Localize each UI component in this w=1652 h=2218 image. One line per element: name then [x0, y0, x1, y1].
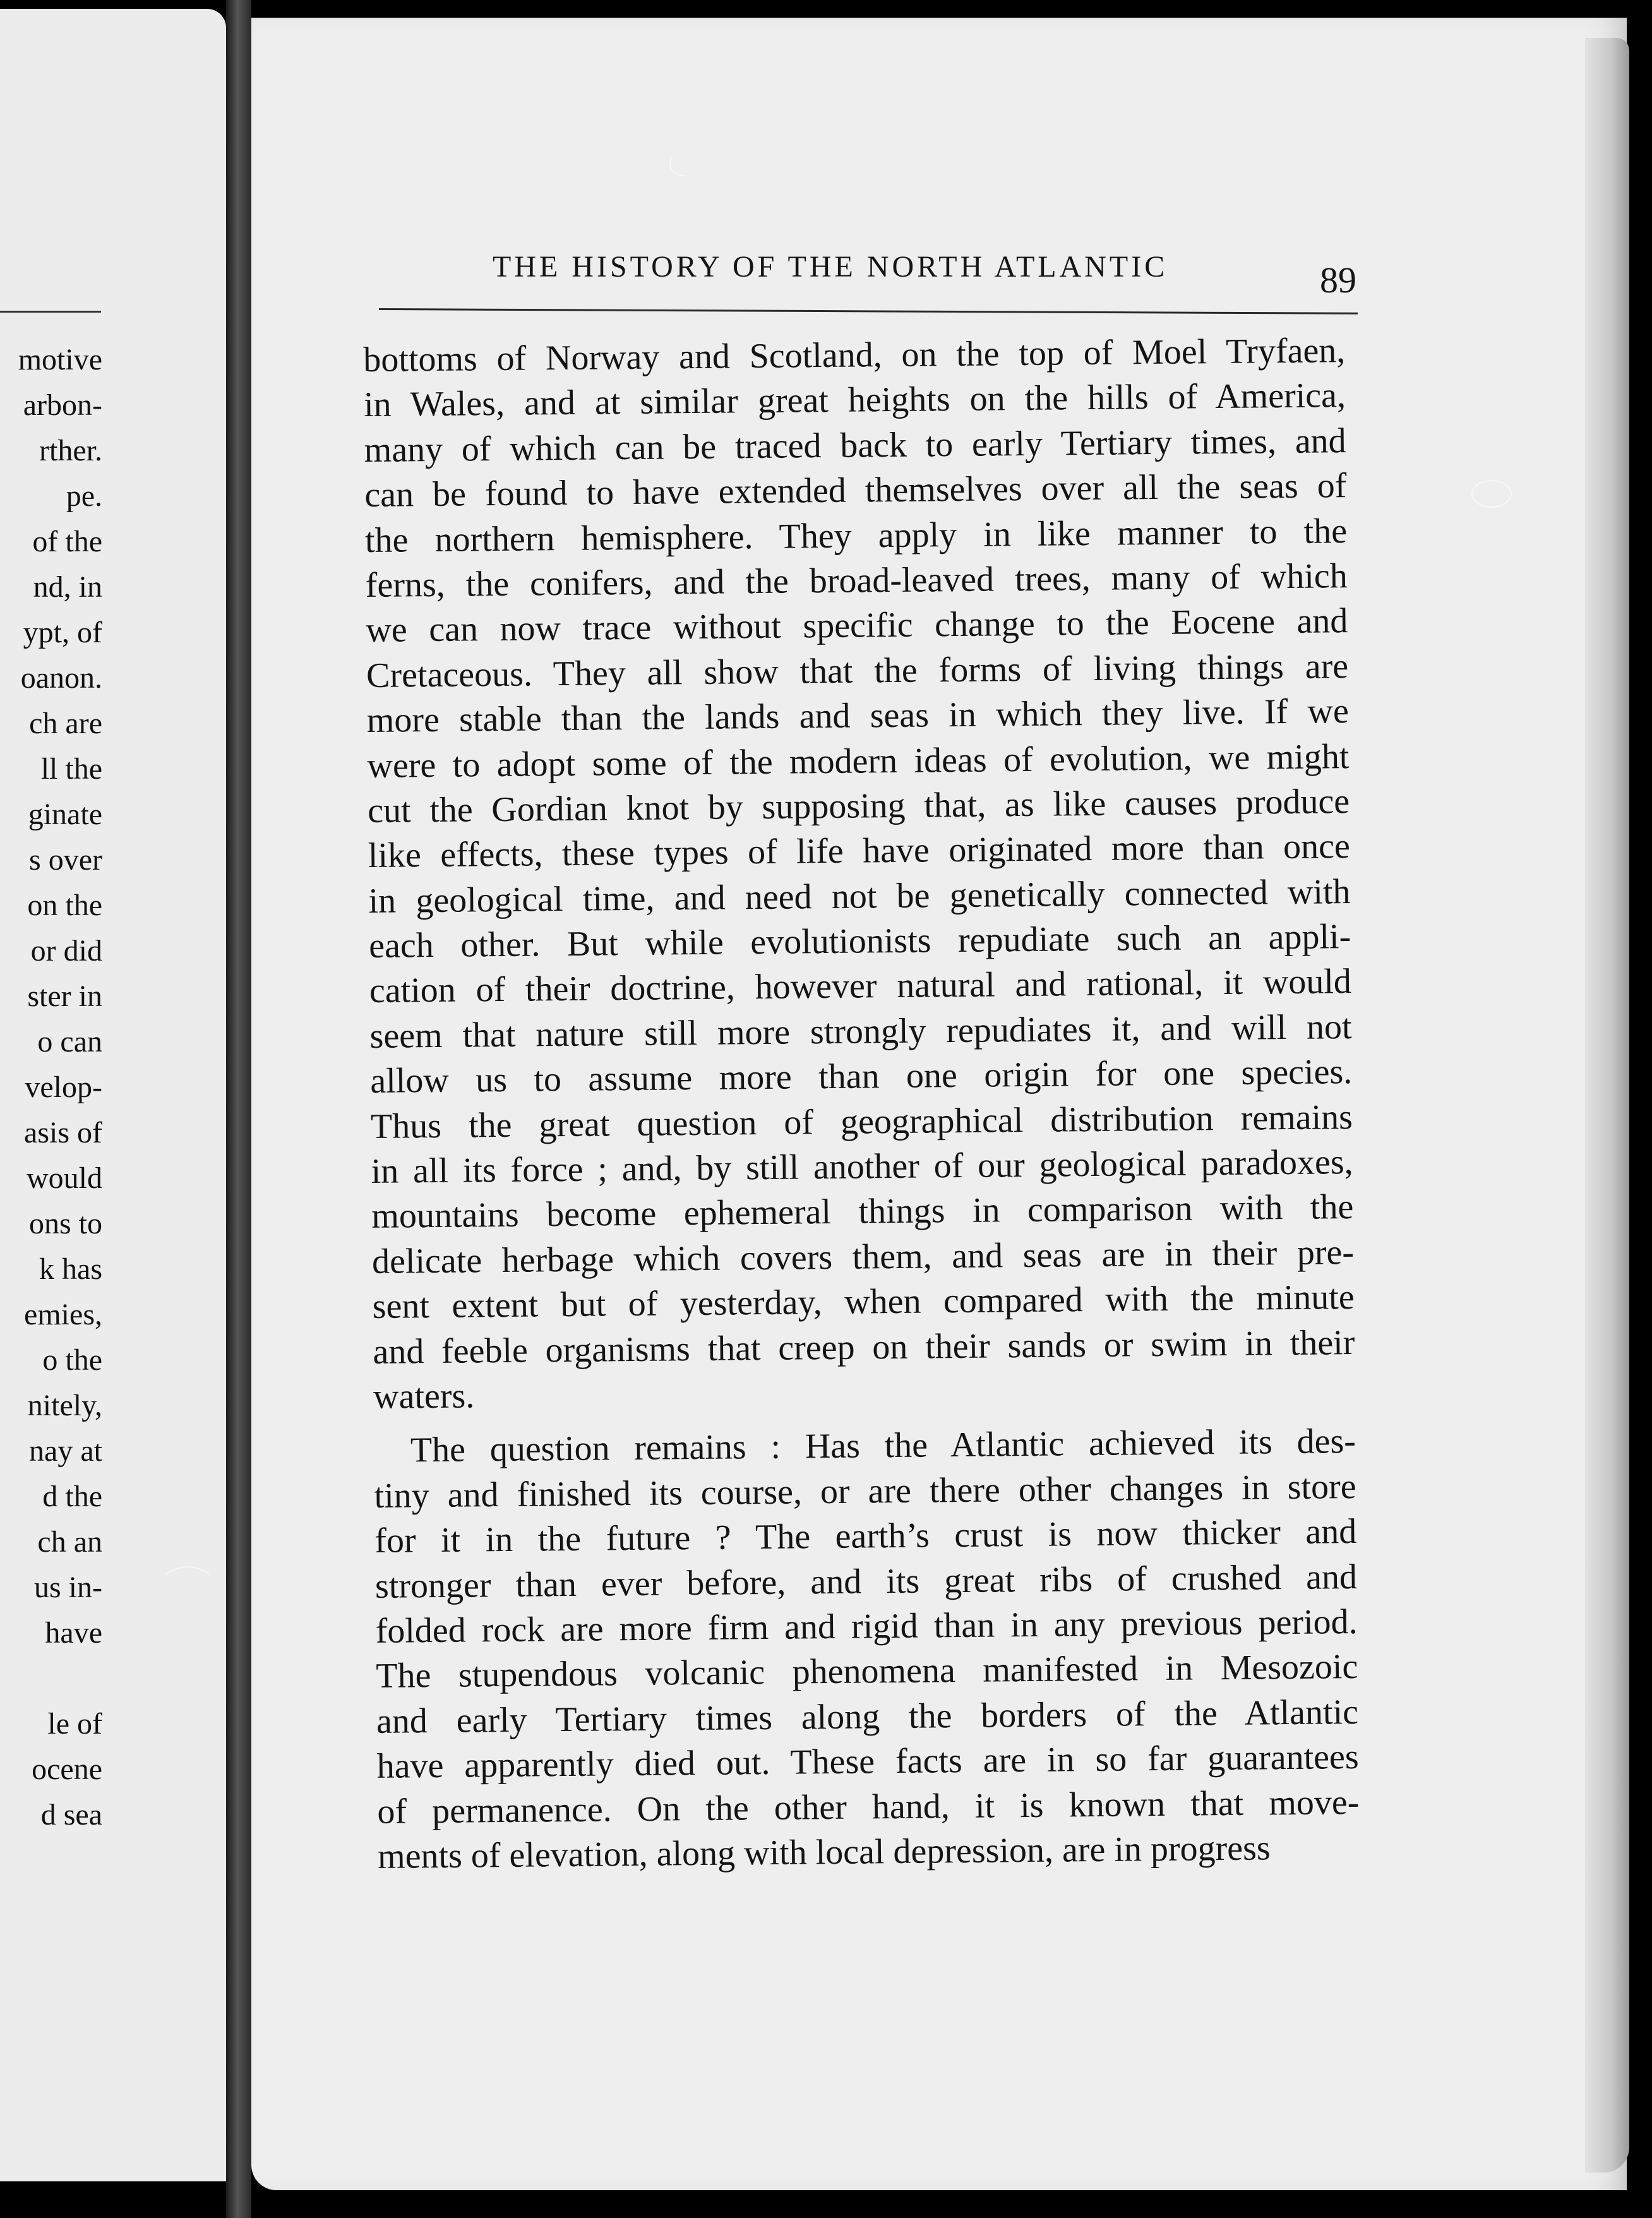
left-page-line: [0, 1747, 226, 1792]
left-page-line-text: nd, in: [33, 570, 102, 604]
text-line: of permanence. On the other hand, it is known that move-: [377, 1782, 1360, 1831]
left-page-text-fragments: [0, 337, 226, 1838]
text-line: the northern hemisphere. They apply in like manner to the: [364, 511, 1348, 560]
left-page-line: [0, 1338, 226, 1383]
left-page-line-text: us in-: [34, 1571, 102, 1604]
book-gutter: [226, 0, 251, 2218]
text-line: were to adopt some of the modern ideas of evolution, we might: [367, 736, 1350, 786]
left-page-rule: [0, 311, 101, 313]
left-page-line-text: d the: [42, 1480, 102, 1513]
left-page-line: [0, 928, 226, 974]
left-page-line-text: or did: [30, 934, 102, 968]
left-page-line-text: ginate: [28, 798, 102, 831]
left-page-line-text: rther.: [39, 434, 102, 467]
left-page-line-text: le of: [47, 1707, 102, 1741]
text-line: like effects, these types of life have originated more than once: [368, 827, 1351, 876]
paragraph-1: [363, 328, 1355, 1420]
left-page-line-text: velop-: [25, 1070, 102, 1104]
text-line: and early Tertiary times along the borders of the Atlantic: [376, 1692, 1359, 1741]
text-line: many of which can be traced back to early Tertiary times, and: [364, 421, 1346, 470]
left-page-line: [0, 1201, 226, 1247]
left-page-line: [0, 383, 226, 428]
text-line: mountains become ephemeral things in comparison with the: [371, 1187, 1354, 1237]
paragraph-2: [374, 1419, 1360, 1879]
left-page-line: [0, 746, 226, 792]
left-page-line: [0, 1292, 226, 1338]
text-line: sent extent but of yesterday, when compared with the minute: [372, 1278, 1355, 1327]
text-line: folded rock are more firm and rigid than in any previous period.: [375, 1602, 1358, 1651]
left-page-line-text: ypt, of: [23, 616, 102, 649]
page-number: 89: [1320, 260, 1356, 301]
left-page-line: [0, 1110, 226, 1156]
scan-mark: [1471, 480, 1512, 508]
text-line: each other. But while evolutionists repudiate such an appli-: [368, 917, 1351, 966]
text-line: delicate herbage which covers them, and seas are in their pre-: [371, 1232, 1355, 1281]
left-page-line: [0, 1610, 226, 1656]
left-page-line-text: ocene: [32, 1753, 102, 1786]
left-page-line-text: o can: [37, 1025, 102, 1058]
left-page-line-text: nitely,: [27, 1389, 102, 1422]
left-page-line-text: motive: [18, 343, 102, 376]
left-page-line: [0, 1429, 226, 1474]
text-line: bottoms of Norway and Scotland, on the top of Moel Tryfaen,: [363, 331, 1346, 380]
text-line: have apparently died out. These facts are in so far guarantees: [376, 1737, 1359, 1787]
text-line: The question remains : Has the Atlantic achieved its des-: [410, 1422, 1356, 1470]
left-page-line: [0, 1156, 226, 1201]
text-line: stronger than ever before, and its great ribs of crushed and: [374, 1557, 1358, 1606]
left-page-line: [0, 565, 226, 610]
left-page-line-text: nay at: [29, 1434, 102, 1468]
text-line: for it in the future ? The earth’s crust is now thicker and: [374, 1512, 1357, 1561]
left-page-line: [0, 974, 226, 1019]
left-page-line: [0, 656, 226, 701]
text-line: can be found to have extended themselves over all the seas of: [364, 466, 1347, 515]
text-line: cation of their doctrine, however natural and rational, it would: [369, 962, 1352, 1011]
left-page-line-text: ons to: [28, 1207, 102, 1240]
left-page-line: [0, 1065, 226, 1110]
running-head-title: THE HISTORY OF THE NORTH ATLANTIC: [493, 250, 1168, 284]
left-page-line-text: d sea: [40, 1798, 102, 1831]
left-page-line-text: arbon-: [23, 388, 102, 422]
left-page-line-text: ster in: [27, 980, 102, 1013]
left-page-line-text: on the: [27, 889, 102, 922]
left-page-line: [0, 1656, 226, 1701]
text-line: more stable than the lands and seas in which they live. If we: [366, 692, 1350, 741]
left-page-line: [0, 1520, 226, 1565]
left-page-line: [0, 1019, 226, 1065]
left-page-line: [0, 1792, 226, 1838]
left-page-line: [0, 1383, 226, 1429]
left-page-line-text: emies,: [24, 1298, 102, 1331]
left-page-line-text: have: [45, 1616, 102, 1650]
left-page-line-text: pe.: [66, 479, 102, 513]
text-line: Cretaceous. They all show that the forms of living things are: [366, 646, 1349, 695]
left-page-line: [0, 1247, 226, 1292]
left-page-line-text: k has: [39, 1252, 102, 1286]
left-page-line: [0, 519, 226, 565]
left-page-line: [0, 337, 226, 383]
left-page-line: [0, 474, 226, 519]
left-page-line: [0, 428, 226, 474]
left-page-line: [0, 610, 226, 656]
left-page-line-text: of the: [32, 525, 102, 558]
left-page-line: [0, 1701, 226, 1747]
text-line: we can now trace without specific change to the Eocene and: [366, 601, 1348, 650]
text-line: ferns, the conifers, and the broad-leaved trees, many of which: [365, 556, 1348, 605]
text-line: and feeble organisms that creep on their sands or swim in their: [373, 1322, 1355, 1372]
left-page-line-text: ch are: [29, 707, 102, 740]
text-line: in all its force ; and, by still another of our geological paradoxes,: [371, 1142, 1353, 1191]
left-page-line-text: ll the: [40, 752, 102, 786]
scan-mark: [158, 1566, 217, 1613]
text-line: The stupendous volcanic phenomena manifested in Mesozoic: [376, 1647, 1358, 1696]
page-edge-stack: [1585, 38, 1629, 2173]
left-page-line: [0, 792, 226, 837]
text-line: in geological time, and need not be genetically connected with: [368, 872, 1351, 921]
body-text: [363, 328, 1360, 1879]
left-page-line-text: ch an: [37, 1525, 102, 1559]
left-page-line: [0, 701, 226, 746]
left-page-line: [0, 837, 226, 883]
text-line: waters.: [373, 1376, 475, 1417]
left-page-line-text: s over: [29, 843, 102, 877]
text-line: tiny and finished its course, or are there other changes in store: [374, 1466, 1356, 1516]
left-page-line-text: asis of: [24, 1116, 102, 1149]
text-line: cut the Gordian knot by supposing that, as like causes produce: [367, 781, 1350, 830]
left-page-line-text: o the: [42, 1343, 102, 1377]
text-line: Thus the great question of geographical distribution remains: [370, 1097, 1353, 1146]
text-line: seem that nature still more strongly repudiates it, and will not: [369, 1007, 1352, 1056]
text-line: allow us to assume more than one origin for one species.: [370, 1052, 1353, 1101]
left-page-line: [0, 1474, 226, 1520]
left-page-line-text: would: [27, 1161, 102, 1195]
left-facing-page: [0, 9, 226, 2181]
left-page-line-text: oanon.: [20, 661, 102, 695]
text-line: in Wales, and at similar great heights on the hills of America,: [363, 376, 1346, 425]
text-line: ments of elevation, along with local depression, are in progress: [377, 1828, 1271, 1876]
left-page-line: [0, 883, 226, 928]
